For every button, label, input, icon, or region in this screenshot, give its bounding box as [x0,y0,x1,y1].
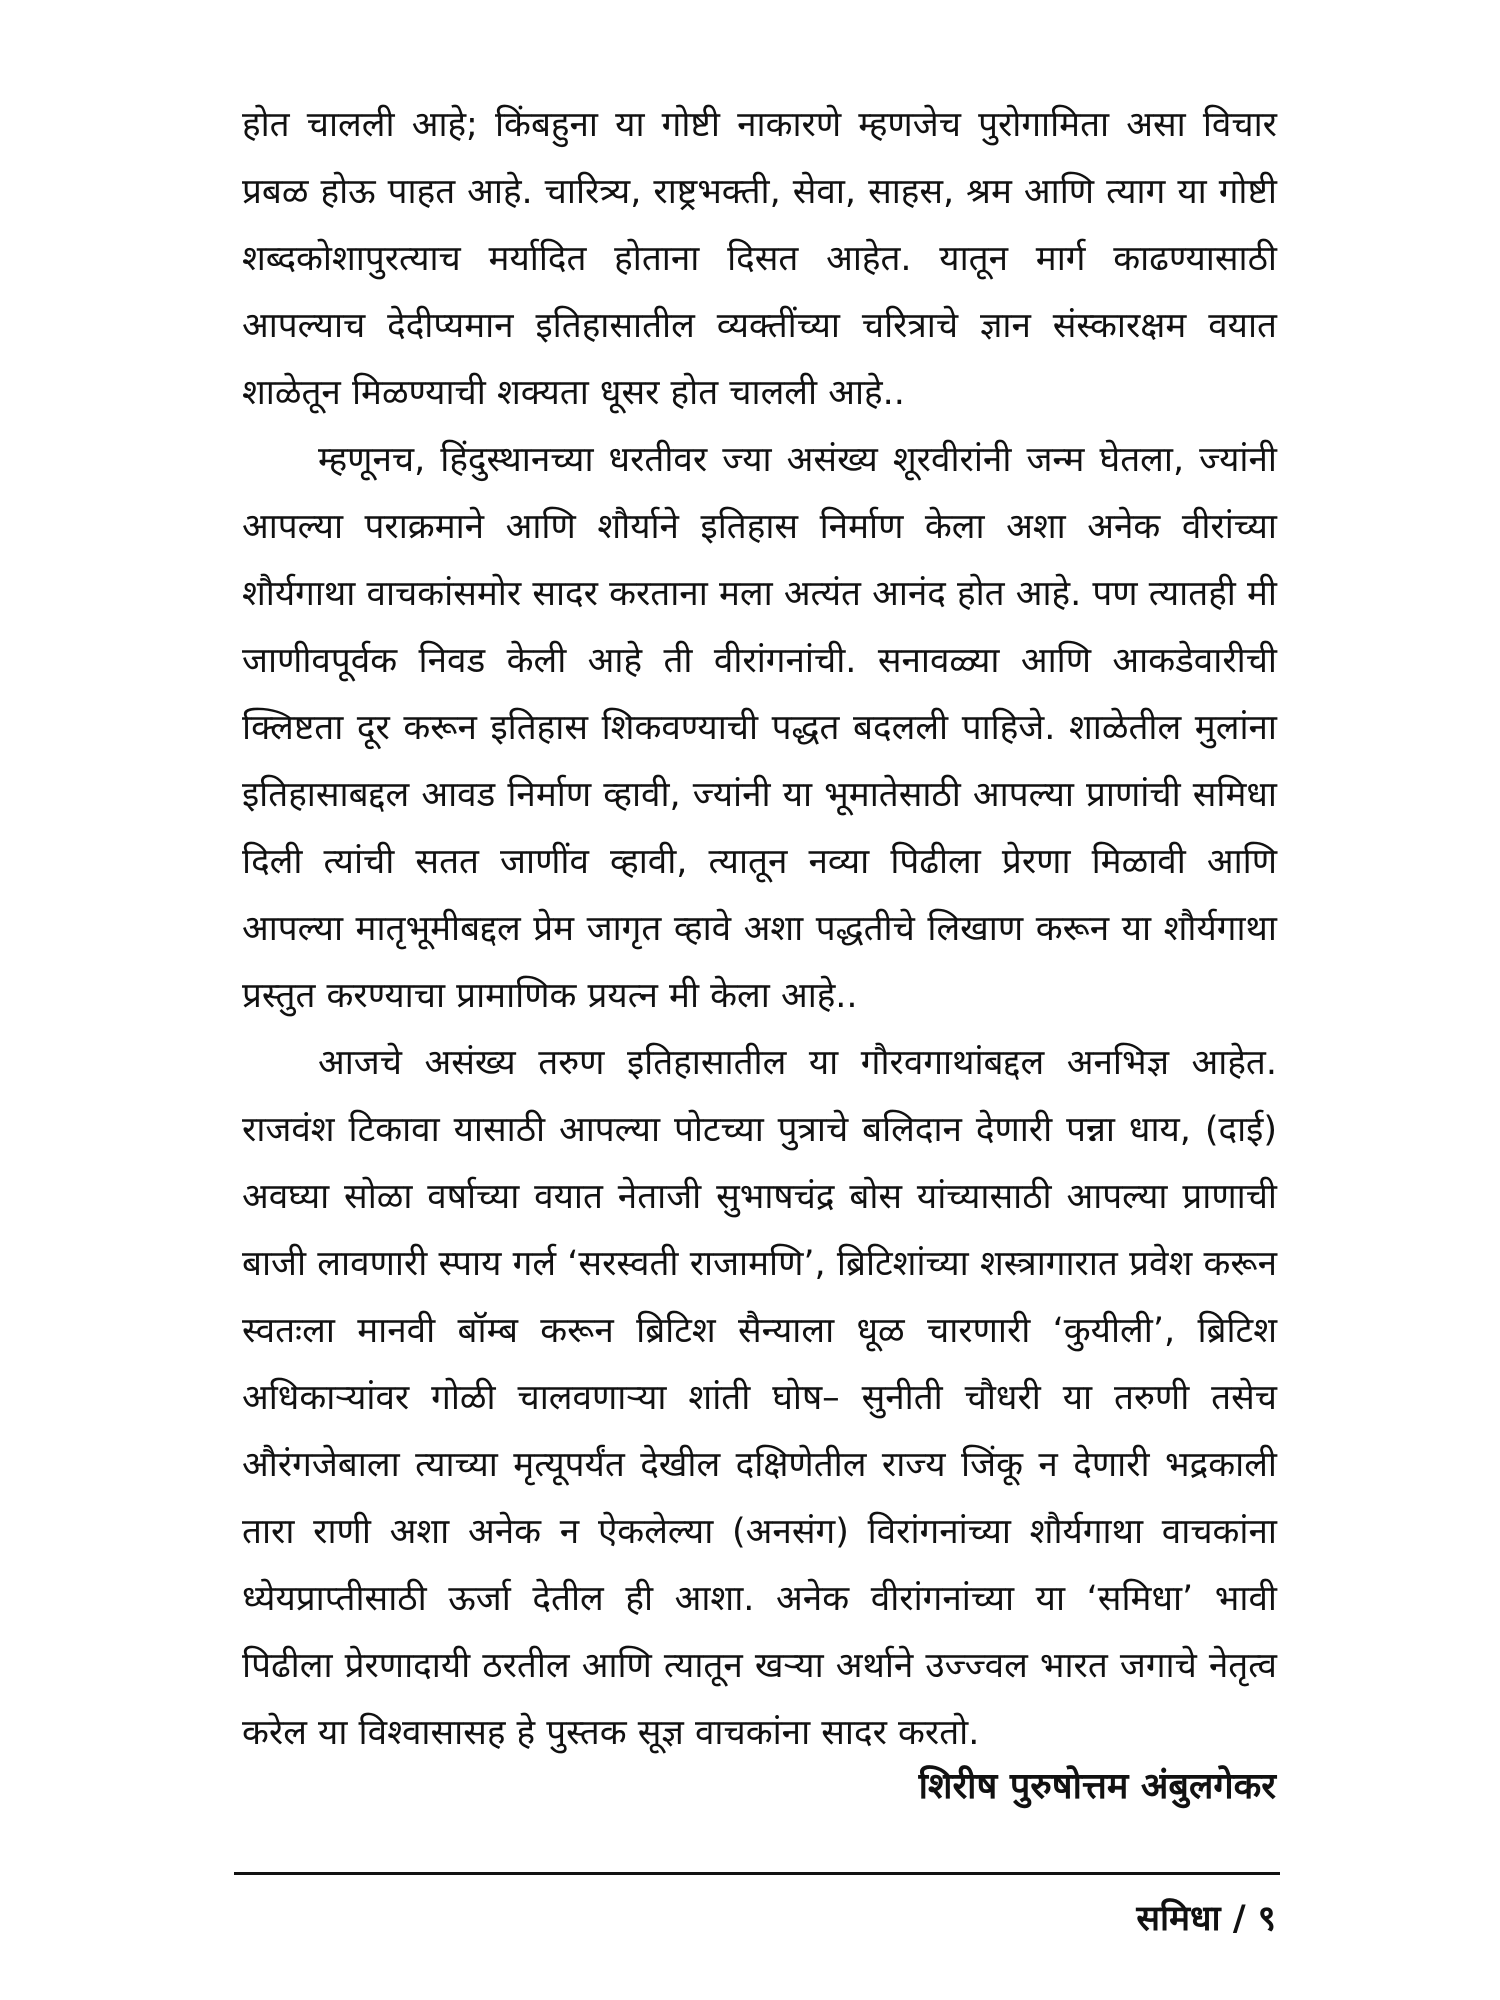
footer-rule [234,1872,1280,1875]
book-title: समिधा [1136,1899,1221,1939]
body-text [242,92,1277,1767]
page-footer [1136,1894,1276,1941]
page-number: ९ [1257,1899,1276,1939]
author-signature: शिरीष पुरुषोत्तम अंबुलगेकर [918,1766,1276,1807]
paragraph: आजचे असंख्य तरुण इतिहासातील या गौरवगाथांबद्दल अनभिज्ञ आहेत. राजवंश टिकावा यासाठी आपल्या पोटच्या पुत्राचे बलिदान देणारी पन्ना धाय, (दाई) अवघ्या सोळा वर्षाच्या वयात नेताजी सुभाषचंद्र बोस यांच्यासाठी आपल्या प्राणाची बाजी लावणारी स्पाय गर्ल ‘सरस्वती राजामणि’, ब्रिटिशांच्या शस्त्रागारात प्रवेश करून स्वतःला मानवी बॉम्ब करून ब्रिटिश सैन्याला धूळ चारणारी ‘कुयीली’, ब्रिटिश अधिकाऱ्यांवर गोळी चालवणाऱ्या शांती घोष– सुनीती चौधरी या तरुणी तसेच औरंगजेबाला त्याच्या मृत्यूपर्यंत देखील दक्षिणेतील राज्य जिंकू न देणारी भद्रकाली तारा राणी अशा अनेक न ऐकलेल्या (अनसंग) विरांगनांच्या शौर्यगाथा वाचकांना ध्येयप्राप्तीसाठी ऊर्जा देतील ही आशा. अनेक वीरांगनांच्या या ‘समिधा’ भावी पिढीला प्रेरणादायी ठरतील आणि त्यातून खऱ्या अर्थाने उज्ज्वल भारत जगाचे नेतृत्व करेल या विश्वासासह हे पुस्तक सूज्ञ वाचकांना सादर करतो. [242,1043,1277,1753]
paragraph: म्हणूनच, हिंदुस्थानच्या धरतीवर ज्या असंख्य शूरवीरांनी जन्म घेतला, ज्यांनी आपल्या पराक्रमाने आणि शौर्याने इतिहास निर्माण केला अशा अनेक वीरांच्या शौर्यगाथा वाचकांसमोर सादर करताना मला अत्यंत आनंद होत आहे. पण त्यातही मी जाणीवपूर्वक निवड केली आहे ती वीरांगनांची. सनावळ्या आणि आकडेवारीची क्लिष्टता दूर करून इतिहास शिकवण्याची पद्धत बदलली पाहिजे. शाळेतील मुलांना इतिहासाबद्दल आवड निर्माण व्हावी, ज्यांनी या भूमातेसाठी आपल्या प्राणांची समिधा दिली त्यांची सतत जाणींव व्हावी, त्यातून नव्या पिढीला प्रेरणा मिळावी आणि आपल्या मातृभूमीबद्दल प्रेम जागृत व्हावे अशा पद्धतीचे लिखाण करून या शौर्यगाथा प्रस्तुत करण्याचा प्रामाणिक प्रयत्न मी केला आहे.. [242,440,1277,1016]
paragraph: होत चालली आहे; किंबहुना या गोष्टी नाकारणे म्हणजेच पुरोगामिता असा विचार प्रबळ होऊ पाहत आहे. चारित्र्य, राष्ट्रभक्ती, सेवा, साहस, श्रम आणि त्याग या गोष्टी शब्दकोशापुरत्याच मर्यादित होताना दिसत आहेत. यातून मार्ग काढण्यासाठी आपल्याच देदीप्यमान इतिहासातील व्यक्तींच्या चरित्राचे ज्ञान संस्कारक्षम वयात शाळेतून मिळण्याची शक्यता धूसर होत चालली आहे.. [242,105,1277,413]
footer-separator: / [1232,1899,1246,1939]
